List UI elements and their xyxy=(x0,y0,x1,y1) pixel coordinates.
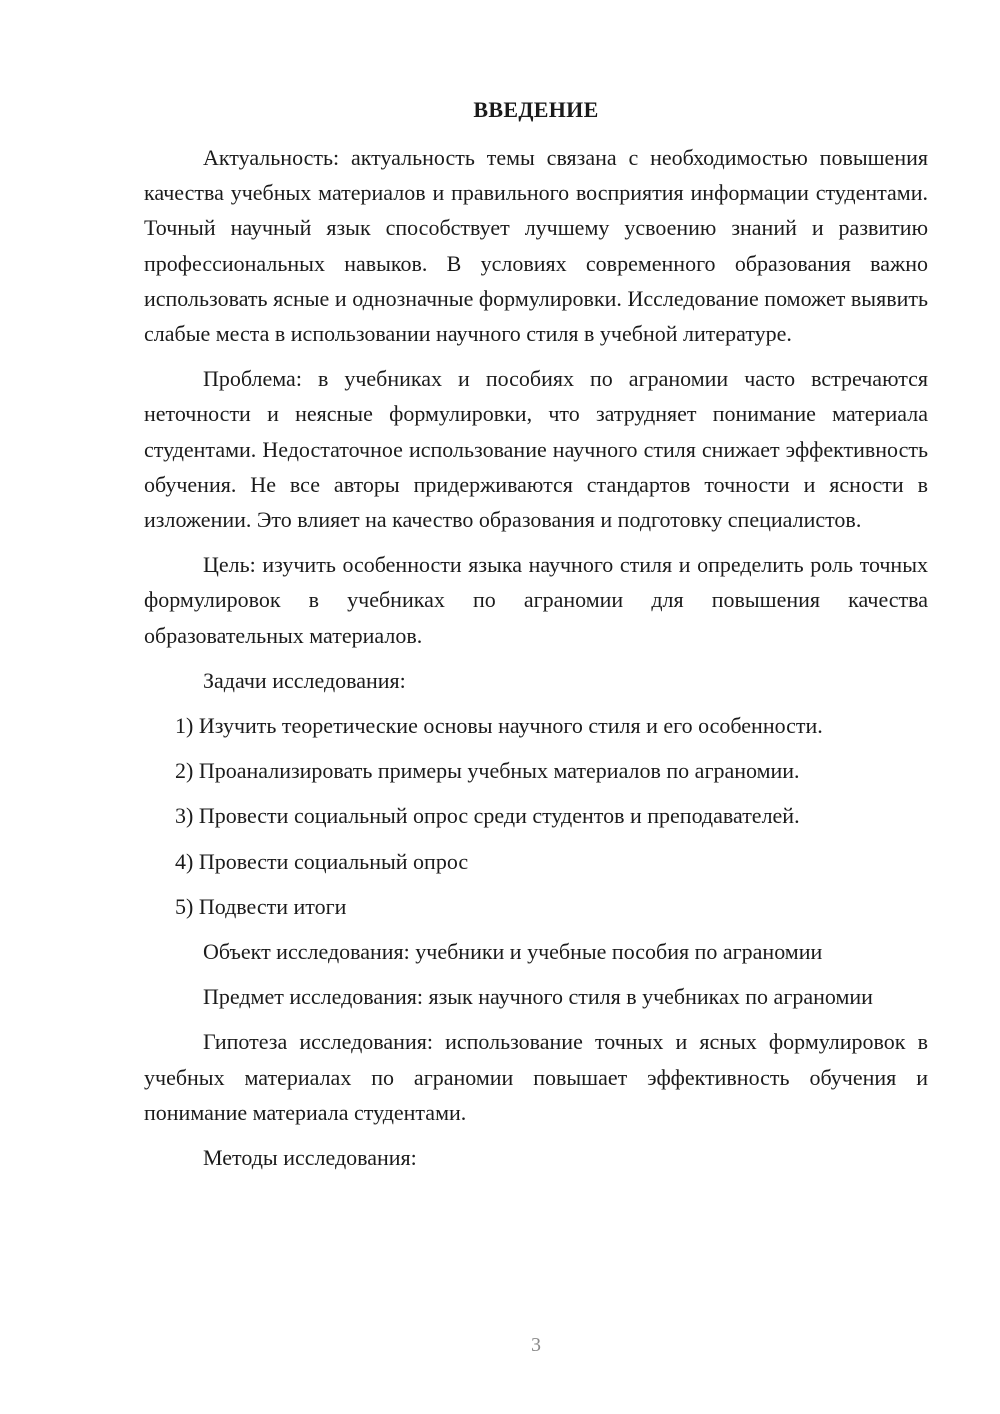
paragraph-goal: Цель: изучить особенности языка научного стиля и определить роль точных формулировок в учебниках по аграномии для повышения качества образовательных материалов. xyxy=(144,552,928,648)
tasks-heading: Задачи исследования: xyxy=(203,667,406,693)
task-item-4: 4) Провести социальный опрос xyxy=(175,848,469,874)
page-number: 3 xyxy=(531,1334,541,1356)
paragraph-problem: Проблема: в учебниках и пособиях по аграномии часто встречаются неточности и неясные формулировки, что затрудняет понимание материала студентами. Недостаточное использование научного стиля снижает эффективность обучения. Не все авторы придерживаются стандартов точности и ясности в изложении. Это влияет на качество образования и подготовку специалистов. xyxy=(144,366,928,533)
task-item-5: 5) Подвести итоги xyxy=(175,893,347,919)
paragraph-subject: Предмет исследования: язык научного стиля в учебниках по аграномии xyxy=(203,984,873,1010)
paragraph-hypothesis: Гипотеза исследования: использование точных и ясных формулировок в учебных материалах по аграномии повышает эффективность обучения и понимание материала студентами. xyxy=(144,1029,928,1125)
task-item-2: 2) Проанализировать примеры учебных материалов по аграномии. xyxy=(175,758,800,784)
task-item-3: 3) Провести социальный опрос среди студентов и преподавателей. xyxy=(175,803,800,829)
methods-heading: Методы исследования: xyxy=(203,1145,417,1171)
paragraph-object: Объект исследования: учебники и учебные пособия по аграномии xyxy=(203,939,823,965)
page-title: ВВЕДЕНИЕ xyxy=(473,97,599,122)
task-item-1: 1) Изучить теоретические основы научного стиля и его особенности. xyxy=(175,713,823,739)
paragraph-relevance: Актуальность: актуальность темы связана с необходимостью повышения качества учебных материалов и правильного восприятия информации студентами. Точный научный язык способствует лучшему усвоению знаний и развитию профессиональных навыков. В условиях современного образования важно использовать ясные и однозначные формулировки. Исследование поможет выявить слабые места в использовании научного стиля в учебной литературе. xyxy=(144,145,928,347)
document-body xyxy=(144,140,928,1185)
